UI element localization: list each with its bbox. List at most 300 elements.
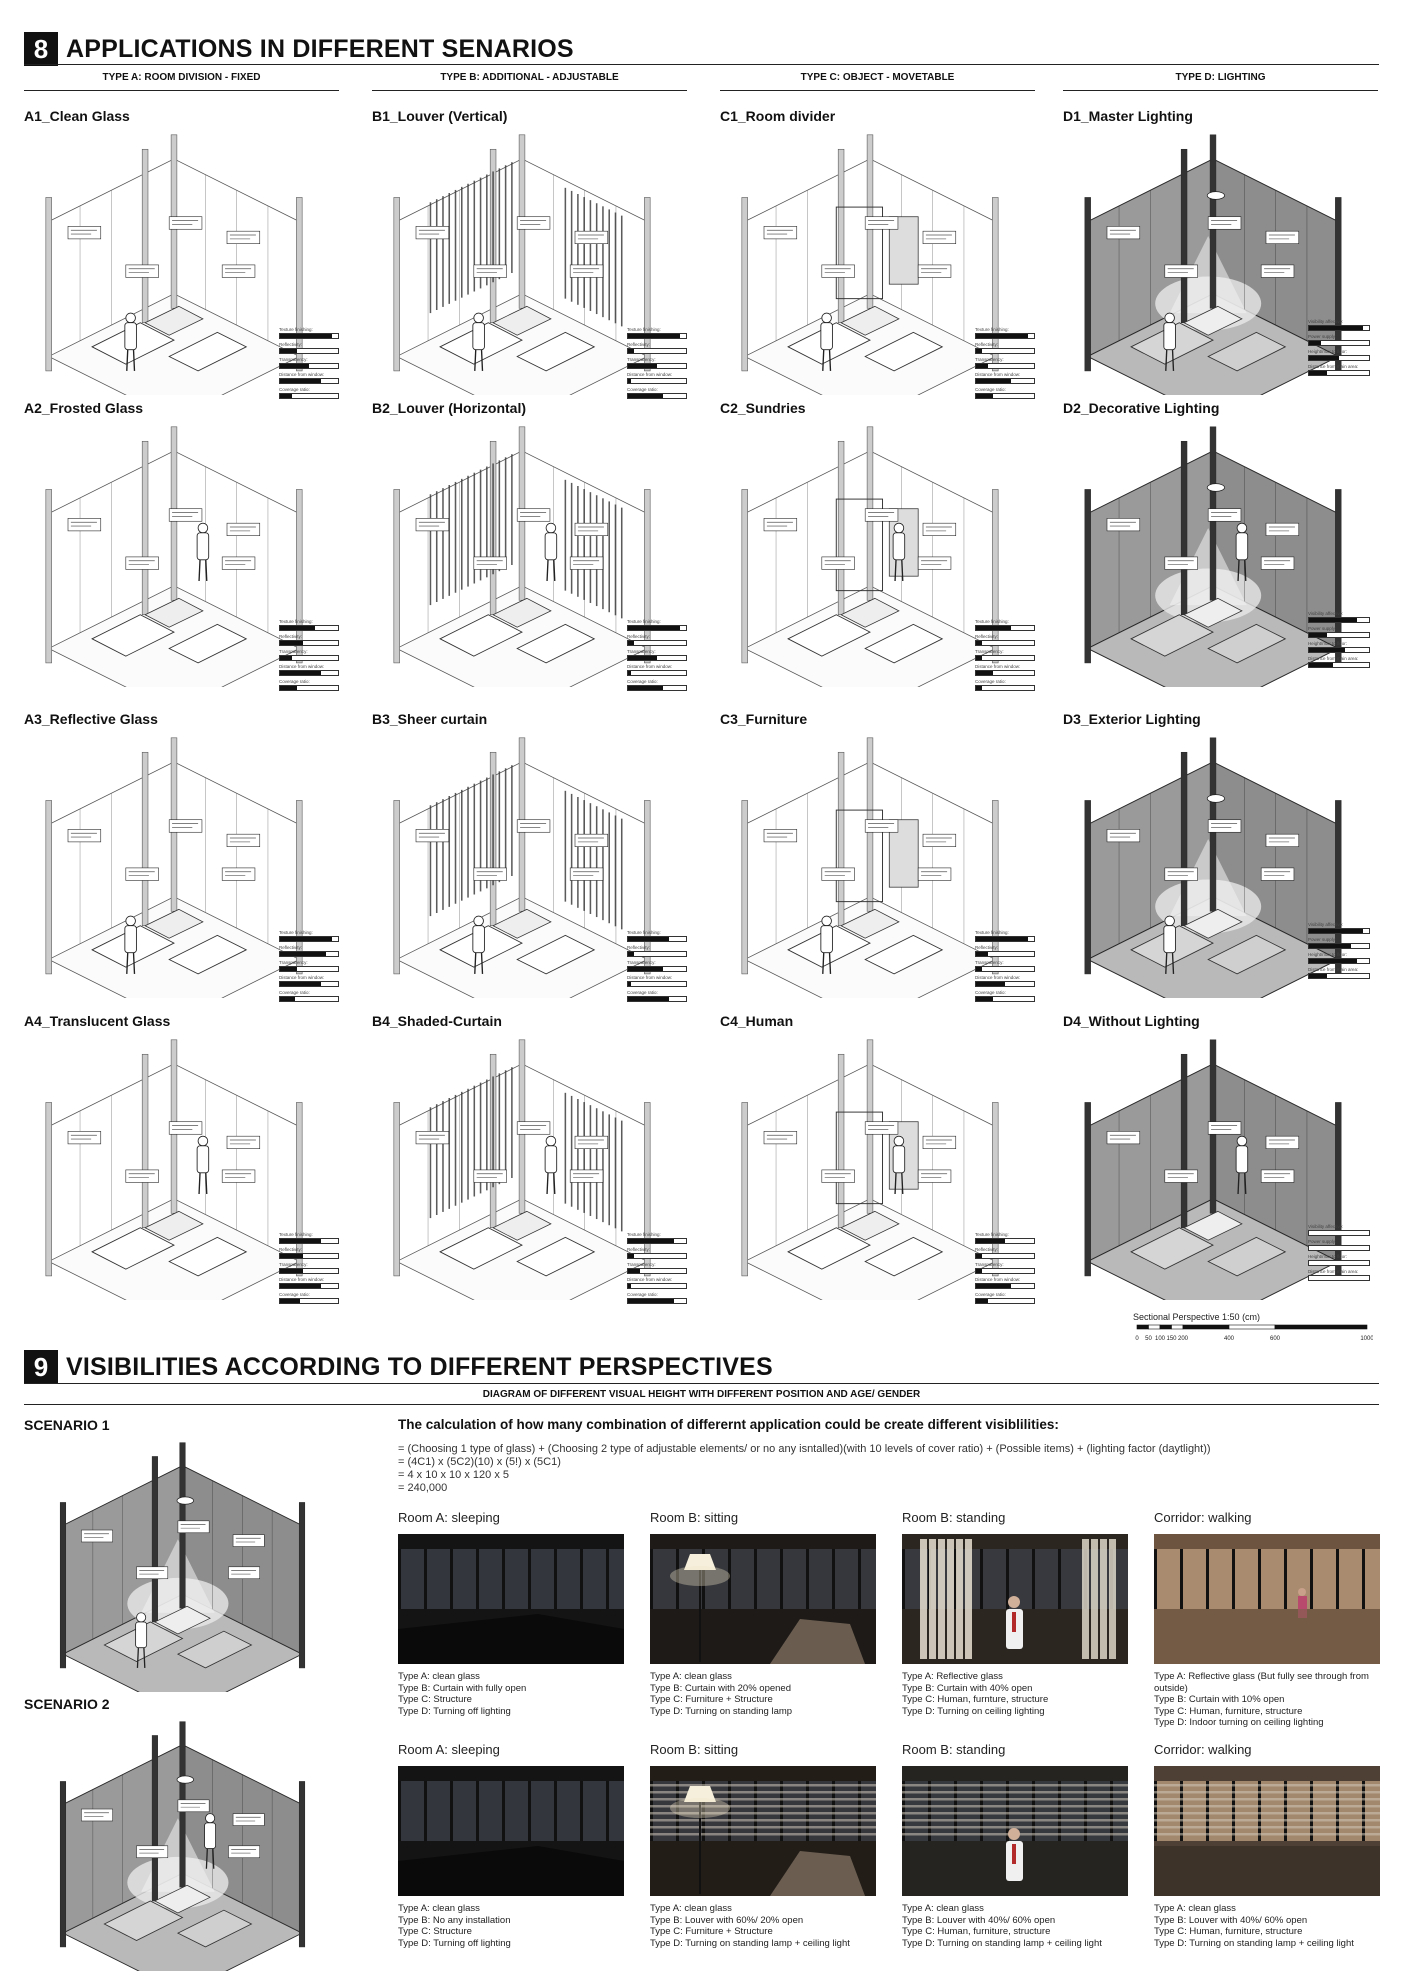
render-description <box>650 1903 876 1949</box>
scale-tick-label: 200 <box>1177 1336 1189 1342</box>
meter-label: Texture finishing: <box>975 619 1009 624</box>
cell-title: B4_Shaded-Curtain <box>372 1013 502 1029</box>
meter-label: Visibility affective: <box>1308 319 1344 324</box>
meter-row <box>1308 951 1370 966</box>
column-header: TYPE D: LIGHTING <box>1175 72 1266 83</box>
column-rule <box>372 90 687 91</box>
meter-fill <box>628 1284 631 1288</box>
meter-row <box>279 371 339 386</box>
meter-track <box>627 1268 687 1274</box>
meter-label: Power supply: <box>1308 937 1337 942</box>
application-cell <box>1063 711 1393 1011</box>
render-title: Room A: sleeping <box>398 1742 500 1757</box>
description-line: Type C: Structure <box>398 1926 472 1937</box>
scale-segment <box>1275 1325 1367 1329</box>
meter-track <box>1308 928 1370 934</box>
application-cell <box>24 1013 354 1313</box>
meter-track <box>975 363 1035 369</box>
meter-track <box>627 936 687 942</box>
meter-fill <box>976 1239 1005 1243</box>
meter-fill <box>976 1284 1011 1288</box>
meter-track <box>627 966 687 972</box>
scenario-axonometric <box>40 1437 325 1692</box>
render-title: Room A: sleeping <box>398 1510 500 1525</box>
description-line: Type B: Louver with 40%/ 60% open <box>902 1914 1056 1926</box>
meter-label: Distance from window: <box>627 1277 673 1282</box>
meter-row <box>975 633 1035 648</box>
meter-track <box>627 1238 687 1244</box>
render-title: Corridor: walking <box>1154 1742 1252 1757</box>
application-cell <box>372 400 702 700</box>
meter-track <box>279 348 339 354</box>
meter-row <box>975 663 1035 678</box>
meter-fill <box>280 1239 321 1243</box>
scale-caption: Sectional Perspective 1:50 (cm) <box>1133 1312 1261 1322</box>
meter-row <box>1308 640 1370 655</box>
meter-track <box>279 1253 339 1259</box>
meter-fill <box>628 334 680 338</box>
calculation-line: = (4C1) x (5C2)(10) x (5!) x (5C1) <box>398 1456 561 1468</box>
meter-label: Coverage ratio: <box>975 387 1006 392</box>
meter-fill <box>280 334 332 338</box>
meter-row <box>279 386 339 401</box>
application-cell <box>24 711 354 1011</box>
meter-fill <box>1309 974 1327 978</box>
meter-fill <box>280 1299 300 1303</box>
meter-label: Height/max to floor: <box>1308 1254 1348 1259</box>
meter-fill <box>976 626 1011 630</box>
meter-track <box>627 378 687 384</box>
meter-row <box>627 663 687 678</box>
meter-row <box>627 974 687 989</box>
description-line: Type A: clean glass <box>1154 1903 1236 1914</box>
meter-row <box>627 959 687 974</box>
column-header: TYPE A: ROOM DIVISION - FIXED <box>102 72 261 83</box>
meter-row <box>279 929 339 944</box>
scale-bar <box>1133 1312 1373 1351</box>
meter-track <box>279 670 339 676</box>
meter-row <box>279 974 339 989</box>
scale-tick-label: 150 <box>1166 1336 1177 1342</box>
meter-track <box>627 640 687 646</box>
scale-graphic <box>1133 1322 1373 1346</box>
meter-row <box>1308 921 1370 936</box>
description-line: Type A: Reflective glass (But fully see through from outside) <box>1154 1671 1369 1694</box>
description-line: Type C: Human, furniture, structure <box>1154 1705 1303 1717</box>
meter-label: Distance from main area: <box>1308 364 1359 369</box>
meter-fill <box>976 937 1028 941</box>
meter-track <box>975 951 1035 957</box>
meter-fill <box>280 967 297 971</box>
render-description <box>902 1671 1128 1717</box>
meter-label: Distance from window: <box>627 664 673 669</box>
meter-fill <box>976 1254 982 1258</box>
render-description <box>1154 1903 1380 1949</box>
meter-track <box>627 625 687 631</box>
meter-row <box>279 944 339 959</box>
meter-track <box>1308 340 1370 346</box>
render-title: Room B: sitting <box>650 1742 739 1757</box>
meter-fill <box>976 641 982 645</box>
meter-row <box>975 1276 1035 1291</box>
meter-row <box>1308 936 1370 951</box>
render-description <box>650 1671 876 1717</box>
render-frame <box>650 1766 876 1896</box>
meter-track <box>627 348 687 354</box>
meter-row <box>975 326 1035 341</box>
description-line: Type D: Turning off lighting <box>398 1705 511 1717</box>
meter-track <box>279 393 339 399</box>
meter-row <box>975 356 1035 371</box>
description-line: Type A: clean glass <box>398 1903 480 1914</box>
cell-title: A3_Reflective Glass <box>24 711 158 727</box>
section-number: 8 <box>24 32 58 66</box>
subheader-rule <box>24 1404 1379 1405</box>
column-header: TYPE C: OBJECT - MOVETABLE <box>800 72 955 83</box>
meter-track <box>975 348 1035 354</box>
description-line: Type C: Human, furnture, structure <box>902 1694 1049 1705</box>
meter-fill <box>280 626 315 630</box>
meter-label: Reflectivity: <box>627 945 651 950</box>
property-meters <box>975 326 1035 401</box>
meter-row <box>975 1231 1035 1246</box>
meter-fill <box>976 671 993 675</box>
description-line: Type A: clean glass <box>650 1903 732 1914</box>
render-frame <box>902 1766 1128 1896</box>
meter-label: Visibility affective: <box>1308 1224 1344 1229</box>
meter-row <box>279 1276 339 1291</box>
render-image <box>902 1766 1128 1896</box>
meter-track <box>1308 973 1370 979</box>
meter-track <box>1308 355 1370 361</box>
meter-row <box>627 678 687 693</box>
meter-track <box>279 333 339 339</box>
meter-fill <box>1309 341 1321 345</box>
meter-label: Distance from main area: <box>1308 1269 1359 1274</box>
meter-fill <box>976 686 982 690</box>
meter-row <box>627 633 687 648</box>
meter-fill <box>280 641 303 645</box>
meter-fill <box>1309 633 1327 637</box>
meter-track <box>627 996 687 1002</box>
meter-label: Reflectivity: <box>975 945 999 950</box>
meter-track <box>279 655 339 661</box>
description-line: Type C: Furniture + Structure <box>650 1694 773 1705</box>
meter-row <box>627 989 687 1004</box>
meter-track <box>975 333 1035 339</box>
meter-label: Reflectivity: <box>279 1247 303 1252</box>
application-cell <box>720 108 1050 408</box>
meter-track <box>279 1268 339 1274</box>
meter-fill <box>280 937 332 941</box>
meter-track <box>1308 943 1370 949</box>
meter-fill <box>976 394 993 398</box>
meter-row <box>279 648 339 663</box>
description-line: Type D: Turning off lighting <box>398 1937 511 1949</box>
meter-label: Reflectivity: <box>627 1247 651 1252</box>
render-image <box>902 1534 1128 1664</box>
column-rule <box>24 90 339 91</box>
meter-label: Distance from window: <box>279 372 325 377</box>
cell-title: D4_Without Lighting <box>1063 1013 1200 1029</box>
meter-fill <box>280 997 295 1001</box>
meter-track <box>627 951 687 957</box>
meter-label: Distance from window: <box>627 975 673 980</box>
meter-label: Transparency: <box>975 960 1004 965</box>
meter-row <box>627 356 687 371</box>
cell-title: C1_Room divider <box>720 108 836 124</box>
description-line: Type D: Indoor turning on ceiling lighting <box>1154 1717 1324 1728</box>
meter-label: Distance from main area: <box>1308 656 1359 661</box>
render-description <box>398 1671 624 1717</box>
meter-label: Reflectivity: <box>279 634 303 639</box>
meter-track <box>975 393 1035 399</box>
meter-track <box>975 1268 1035 1274</box>
meter-track <box>1308 958 1370 964</box>
render-image <box>398 1766 624 1896</box>
description-line: Type A: clean glass <box>902 1903 984 1914</box>
meter-fill <box>976 1299 988 1303</box>
meter-label: Power supply: <box>1308 334 1337 339</box>
meter-label: Transparency: <box>279 1262 308 1267</box>
meter-fill <box>280 656 292 660</box>
description-line: Type B: Curtain with 10% open <box>1154 1694 1285 1705</box>
property-meters <box>1308 318 1370 378</box>
scale-tick-label: 0 <box>1135 1336 1139 1342</box>
meter-label: Height/max to floor: <box>1308 952 1348 957</box>
render-image <box>650 1534 876 1664</box>
meter-fill <box>976 952 988 956</box>
meter-track <box>279 378 339 384</box>
meter-fill <box>280 1269 303 1273</box>
meter-track <box>1308 1275 1370 1281</box>
meter-track <box>1308 1260 1370 1266</box>
property-meters <box>975 618 1035 693</box>
scale-tick-label: 100 <box>1154 1336 1166 1342</box>
meter-label: Distance from window: <box>627 372 673 377</box>
meter-fill <box>1309 371 1327 375</box>
render-image <box>650 1766 876 1896</box>
meter-label: Texture finishing: <box>627 327 661 332</box>
meter-track <box>975 996 1035 1002</box>
section-number: 9 <box>24 1350 58 1384</box>
meter-row <box>1308 1223 1370 1238</box>
meter-row <box>279 341 339 356</box>
section-title: APPLICATIONS IN DIFFERENT SENARIOS <box>66 34 574 63</box>
meter-track <box>279 363 339 369</box>
meter-row <box>627 648 687 663</box>
description-line: Type C: Human, furniture, structure <box>1154 1926 1303 1937</box>
scale-tick-label: 50 <box>1145 1336 1152 1342</box>
render-frame <box>650 1534 876 1664</box>
description-line: Type A: clean glass <box>398 1671 480 1682</box>
meter-label: Coverage ratio: <box>975 990 1006 995</box>
meter-row <box>1308 348 1370 363</box>
meter-label: Texture finishing: <box>627 1232 661 1237</box>
meter-fill <box>976 656 982 660</box>
meter-track <box>279 640 339 646</box>
meter-track <box>975 936 1035 942</box>
cell-title: C2_Sundries <box>720 400 806 416</box>
meter-label: Visibility affective: <box>1308 922 1344 927</box>
scale-segment <box>1137 1325 1149 1329</box>
meter-fill <box>976 1269 982 1273</box>
description-line: Type B: Curtain with 40% open <box>902 1682 1033 1694</box>
render-title: Room B: standing <box>902 1742 1006 1757</box>
meter-track <box>627 981 687 987</box>
meter-track <box>975 966 1035 972</box>
meter-label: Coverage ratio: <box>279 387 310 392</box>
meter-track <box>627 685 687 691</box>
meter-label: Texture finishing: <box>279 1232 313 1237</box>
meter-fill <box>628 1254 634 1258</box>
render-image <box>1154 1534 1380 1664</box>
meter-fill <box>628 997 669 1001</box>
meter-label: Coverage ratio: <box>627 990 658 995</box>
property-meters <box>279 1231 339 1306</box>
meter-row <box>627 326 687 341</box>
meter-row <box>1308 610 1370 625</box>
meter-fill <box>280 394 292 398</box>
meter-row <box>279 678 339 693</box>
meter-track <box>975 1298 1035 1304</box>
property-meters <box>279 326 339 401</box>
scale-segment <box>1229 1325 1275 1329</box>
render-frame <box>398 1766 624 1896</box>
application-cell <box>1063 1013 1393 1313</box>
meter-track <box>975 655 1035 661</box>
meter-label: Power supply: <box>1308 626 1337 631</box>
property-meters <box>1308 921 1370 981</box>
meter-row <box>279 1246 339 1261</box>
meter-row <box>975 989 1035 1004</box>
meter-row <box>627 618 687 633</box>
meter-fill <box>628 656 657 660</box>
meter-label: Distance from window: <box>279 1277 325 1282</box>
meter-track <box>279 981 339 987</box>
meter-row <box>1308 1238 1370 1253</box>
meter-track <box>975 640 1035 646</box>
meter-fill <box>976 349 982 353</box>
meter-track <box>627 363 687 369</box>
meter-fill <box>628 641 634 645</box>
meter-row <box>975 678 1035 693</box>
meter-label: Reflectivity: <box>627 342 651 347</box>
meter-row <box>975 974 1035 989</box>
meter-row <box>1308 625 1370 640</box>
description-line: Type B: Curtain with 20% opened <box>650 1682 792 1694</box>
meter-label: Coverage ratio: <box>279 679 310 684</box>
meter-fill <box>628 686 663 690</box>
cell-title: B2_Louver (Horizontal) <box>372 400 527 416</box>
description-line: Type D: Turning on standing lamp + ceiling light <box>1154 1937 1354 1949</box>
meter-row <box>975 371 1035 386</box>
description-line: Type B: Curtain with fully open <box>398 1682 527 1694</box>
meter-row <box>627 1231 687 1246</box>
meter-row <box>1308 655 1370 670</box>
meter-label: Transparency: <box>279 649 308 654</box>
meter-label: Texture finishing: <box>627 930 661 935</box>
application-cell <box>1063 400 1393 700</box>
meter-label: Transparency: <box>627 1262 656 1267</box>
cell-title: A4_Translucent Glass <box>24 1013 171 1029</box>
meter-row <box>975 1261 1035 1276</box>
meter-label: Reflectivity: <box>279 342 303 347</box>
calculation-title: The calculation of how many combination of differernt application could be create different visiblilities: <box>398 1417 1059 1432</box>
meter-label: Texture finishing: <box>627 619 661 624</box>
meter-label: Reflectivity: <box>627 634 651 639</box>
meter-label: Transparency: <box>975 1262 1004 1267</box>
property-meters <box>279 929 339 1004</box>
meter-fill <box>1309 356 1339 360</box>
cell-title: A1_Clean Glass <box>24 108 130 124</box>
description-line: Type B: Louver with 40%/ 60% open <box>1154 1914 1308 1926</box>
meter-label: Distance from window: <box>279 664 325 669</box>
meter-track <box>975 1238 1035 1244</box>
section-8-header <box>24 32 574 66</box>
description-line: Type A: clean glass <box>650 1671 732 1682</box>
column-header: TYPE B: ADDITIONAL - ADJUSTABLE <box>440 72 619 83</box>
render-frame <box>398 1534 624 1664</box>
meter-row <box>279 356 339 371</box>
meter-fill <box>628 967 663 971</box>
meter-row <box>279 1291 339 1306</box>
meter-fill <box>280 1254 303 1258</box>
meter-track <box>627 1253 687 1259</box>
meter-row <box>627 1291 687 1306</box>
property-meters <box>627 1231 687 1306</box>
meter-label: Coverage ratio: <box>279 990 310 995</box>
meter-fill <box>1309 648 1345 652</box>
meter-track <box>627 655 687 661</box>
application-cell <box>1063 108 1393 408</box>
meter-row <box>975 648 1035 663</box>
meter-row <box>975 959 1035 974</box>
description-line: Type C: Structure <box>398 1694 472 1705</box>
meter-fill <box>280 671 321 675</box>
meter-row <box>975 618 1035 633</box>
meter-label: Transparency: <box>279 357 308 362</box>
description-line: Type D: Turning on standing lamp + ceiling light <box>650 1937 850 1949</box>
description-line: Type D: Turning on standing lamp + ceiling light <box>902 1937 1102 1949</box>
scale-segment <box>1183 1325 1229 1329</box>
meter-fill <box>976 334 1028 338</box>
meter-row <box>975 929 1035 944</box>
meter-track <box>1308 370 1370 376</box>
meter-row <box>279 326 339 341</box>
meter-track <box>1308 1245 1370 1251</box>
meter-track <box>627 393 687 399</box>
meter-label: Coverage ratio: <box>627 679 658 684</box>
scale-tick-label: 1000 <box>1360 1336 1373 1342</box>
meter-label: Transparency: <box>279 960 308 965</box>
column-rule <box>720 90 1035 91</box>
meter-track <box>975 670 1035 676</box>
meter-fill <box>628 1269 640 1273</box>
meter-row <box>1308 1253 1370 1268</box>
meter-track <box>1308 1230 1370 1236</box>
application-cell <box>372 108 702 408</box>
meter-label: Visibility affective: <box>1308 611 1344 616</box>
meter-label: Transparency: <box>627 649 656 654</box>
meter-label: Texture finishing: <box>975 1232 1009 1237</box>
meter-track <box>279 685 339 691</box>
meter-track <box>1308 647 1370 653</box>
meter-label: Power supply: <box>1308 1239 1337 1244</box>
meter-label: Height/max to floor: <box>1308 641 1348 646</box>
column-rule <box>1063 90 1378 91</box>
meter-label: Distance from window: <box>279 975 325 980</box>
